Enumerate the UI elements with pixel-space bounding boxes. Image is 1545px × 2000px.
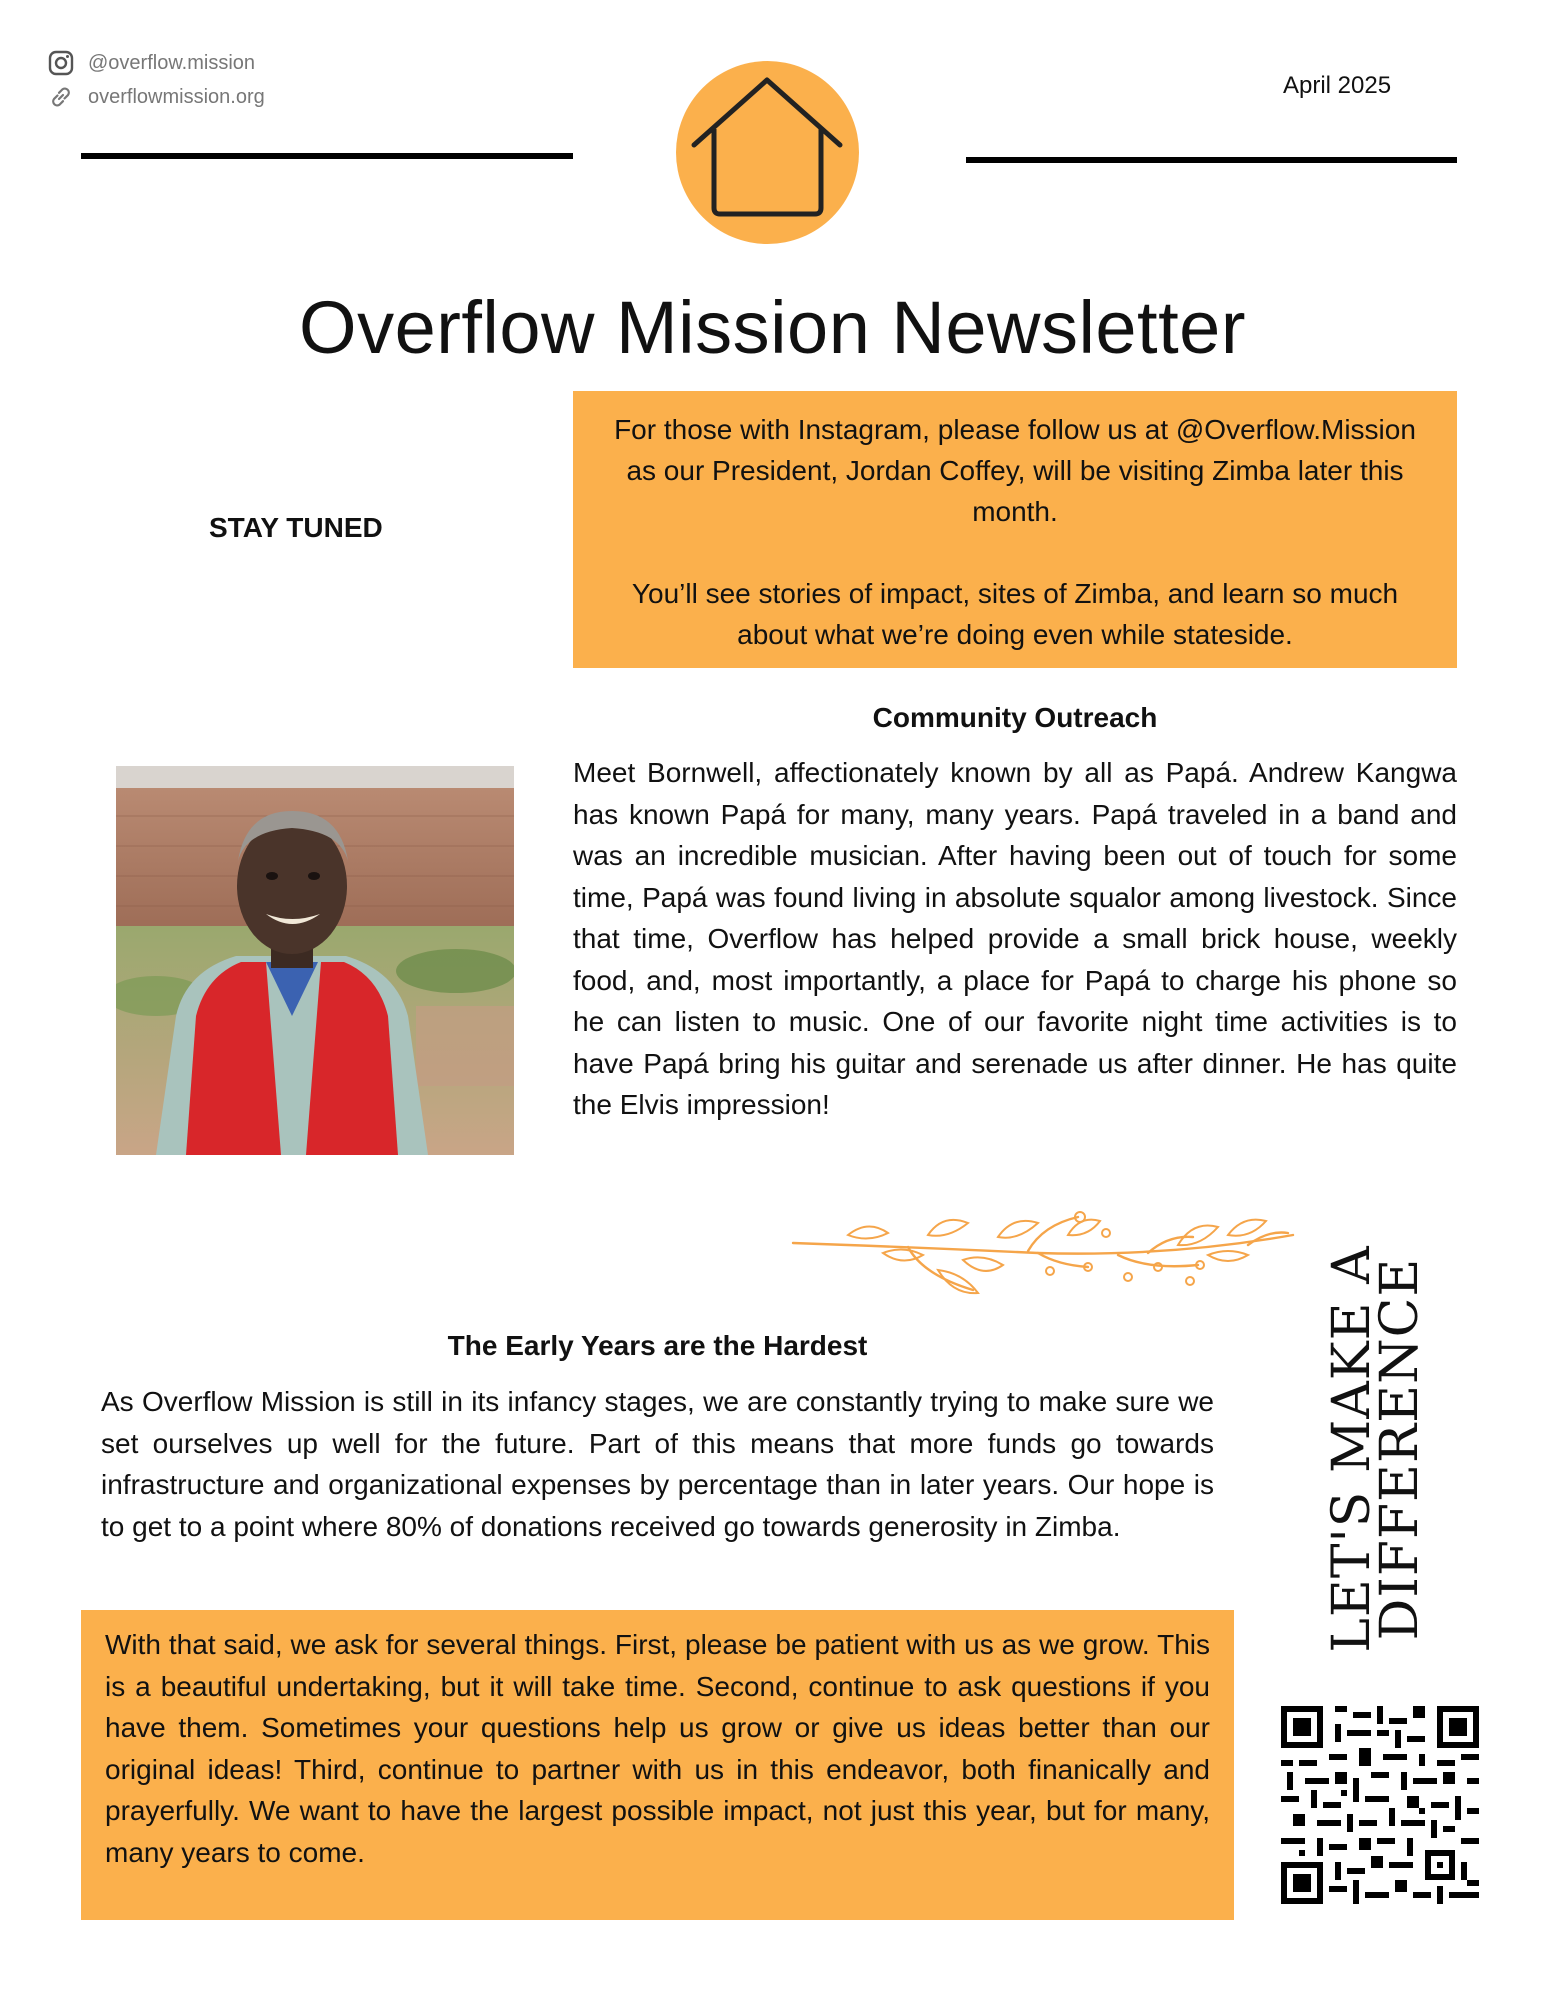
stay-tuned-paragraph-1: For those with Instagram, please follow us at @Overflow.Mission as our President, Jordan Coffey, will be visiting Zimba later this month. (614, 414, 1416, 527)
social-website[interactable] (48, 84, 265, 110)
early-years-heading: The Early Years are the Hardest (447, 1330, 868, 1361)
slogan-line-2: DIFFERENCE (1370, 1257, 1430, 1641)
community-outreach-text: Meet Bornwell, affectionately known by all as Papá. Andrew Kangwa has known Papá for many, many years. Papá traveled in a band and was an incredible musician. After having been out of touch for some time, Papá was found living in absolute squalor among livestock. Since that time, Overflow has helped provide a small brick house, weekly food, and, most importantly, a place for Papá to charge his phone so he can listen to music. One of our favorite night time activities is to have Papá bring his guitar and serenade us after dinner. He has quite the Elvis impression! (573, 757, 1457, 1120)
portrait-photo (116, 766, 514, 1155)
community-outreach-body (573, 752, 1457, 1126)
slogan-line-1: LET'S MAKE A (1322, 1245, 1382, 1653)
instagram-icon (48, 50, 74, 76)
house-icon (676, 61, 859, 244)
header-rule-left (81, 153, 573, 159)
stay-tuned-box (573, 391, 1457, 668)
stay-tuned-label: STAY TUNED (209, 512, 383, 543)
early-years-ask-text: With that said, we ask for several things. First, please be patient with us as we grow. This is a beautiful undertaking, but it will take time. Second, continue to ask questions if you have them. Sometimes your questions help us grow or give us ideas better than our original ideas! Third, continue to partner with us in this endeavor, both finanically and prayerfully. We want to have the largest possible impact, not just this year, but for many, many years to come. (105, 1629, 1210, 1868)
qr-code-icon[interactable] (1281, 1706, 1479, 1904)
laurel-branch-icon (788, 1205, 1298, 1305)
website-link: overflowmission.org (88, 85, 265, 108)
header-rule-right (966, 157, 1457, 163)
early-years-text: As Overflow Mission is still in its infancy stages, we are constantly trying to make sure we set ourselves up well for the future. Part of this means that more funds go towards infrastructure and organizational expenses by percentage than in later years. Our hope is to get to a point where 80% of donations received go towards generosity in Zimba. (101, 1386, 1214, 1542)
portrait-illustration (116, 766, 514, 1155)
community-outreach-heading: Community Outreach (872, 702, 1158, 733)
logo (676, 61, 859, 244)
newsletter-title: Overflow Mission Newsletter (299, 286, 1246, 369)
early-years-ask-box (81, 1610, 1234, 1920)
issue-date: April 2025 (1283, 72, 1392, 99)
social-instagram[interactable] (48, 50, 255, 76)
instagram-handle: @overflow.mission (88, 51, 256, 74)
stay-tuned-paragraph-2: You’ll see stories of impact, sites of Zimba, and learn so much about what we’re doing even while stateside. (631, 578, 1399, 650)
link-icon (48, 84, 74, 110)
early-years-body (101, 1381, 1214, 1547)
